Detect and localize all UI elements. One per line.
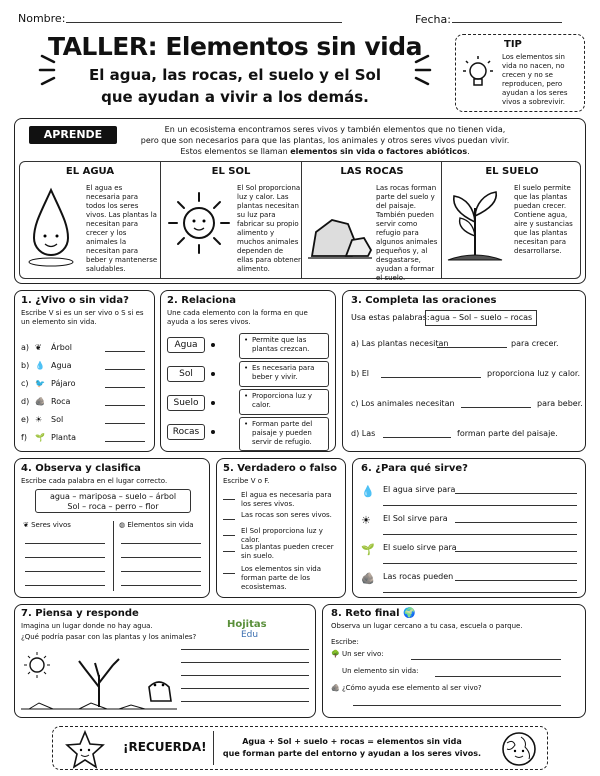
s1-item <box>21 343 151 357</box>
s2-dot[interactable] <box>211 372 215 376</box>
s2-title: 2. Relaciona <box>167 295 236 306</box>
s1-answer[interactable] <box>105 423 145 424</box>
seedling-icon <box>444 186 506 268</box>
rocks-icon <box>306 210 374 262</box>
card-suelo-title: EL SUELO <box>485 166 539 177</box>
section-8 <box>322 604 586 718</box>
recuerda-line-2: que forman parte del entorno y ayudan a los seres vivos. <box>222 749 482 758</box>
section-5 <box>216 458 346 598</box>
lightbulb-icon <box>460 53 496 93</box>
s1-item-letter: c) <box>21 379 29 388</box>
page-subtitle-1: El agua, las rocas, el suelo y el Sol <box>89 66 381 84</box>
s4-word-bank: agua – mariposa – suelo – árbol Sol – roca – perro – flor <box>35 489 191 513</box>
aprende-badge: APRENDE <box>29 126 117 144</box>
tip-title: TIP <box>504 39 522 50</box>
s1-answer[interactable] <box>105 441 145 442</box>
tree-icon: 🌳 <box>331 650 340 658</box>
s6-item-icon: 🌱 <box>361 543 375 556</box>
s3-instructions: Usa estas palabras: <box>351 313 430 322</box>
s3-sentence-end: forman parte del paisaje. <box>457 429 558 438</box>
s5-instructions: Escribe V o F. <box>223 477 270 485</box>
s8-item-2: Un elemento sin vida: <box>341 667 419 675</box>
recuerda-box <box>52 726 548 770</box>
logo-hojitas: Hojitas <box>227 619 267 630</box>
s6-item-label: Las rocas pueden <box>383 572 454 581</box>
s1-instructions: Escribe V si es un ser vivo o S si es un elemento sin vida. <box>21 309 144 326</box>
s7-answer-line[interactable] <box>181 701 309 702</box>
s6-title: 6. ¿Para qué sirve? <box>361 463 468 474</box>
s1-item <box>21 379 151 393</box>
s6-answer[interactable] <box>455 551 577 552</box>
s8-title: 8. Reto final 🌍 <box>331 608 416 619</box>
s3-title: 3. Completa las oraciones <box>351 295 497 306</box>
s3-sentence-end: para beber. <box>537 399 583 408</box>
s2-dot[interactable] <box>211 430 215 434</box>
s2-dot[interactable] <box>211 401 215 405</box>
s3-sentence-end: para crecer. <box>511 339 559 348</box>
sparkle-left-icon <box>38 50 68 90</box>
aprende-line-2: pero que son necesarios para que las plantas, los animales y otros seres vivos puedan vivir. <box>140 136 510 145</box>
s3-blank[interactable] <box>461 407 531 408</box>
s4-answer-living[interactable] <box>25 557 105 558</box>
section-2 <box>160 290 336 452</box>
card-rocas-title: LAS ROCAS <box>340 166 404 177</box>
s3-sentence-start: c) Los animales necesitan <box>351 399 455 408</box>
s4-answer-nonliving[interactable] <box>121 557 201 558</box>
s1-answer[interactable] <box>105 351 145 352</box>
s7-answer-line[interactable] <box>181 649 309 650</box>
s3-sentence-start: a) Las plantas necesitan <box>351 339 449 348</box>
s5-statement: El agua es necesaria para los seres vivos. <box>241 491 332 508</box>
s8-item-3: 🪨 ¿Cómo ayuda ese elemento al ser vivo? <box>331 684 482 692</box>
s2-left-item[interactable]: Sol <box>167 366 205 382</box>
s6-answer-extra[interactable] <box>383 592 577 593</box>
s5-answer[interactable] <box>223 551 235 552</box>
tip-text: Los elementos sin vida no nacen, no crecen y no se reproducen, pero ayudan a los seres vivos a sobrevivir. <box>502 53 568 106</box>
s4-col-seres-vivos: ❦ Seres vivos <box>23 521 71 529</box>
s2-left-item[interactable]: Suelo <box>167 395 205 411</box>
s8-answer-2[interactable] <box>435 676 561 677</box>
s5-statement: El Sol proporciona luz y calor. <box>241 527 323 544</box>
s6-item-label: El Sol sirve para <box>383 514 448 523</box>
s4-answer-nonliving[interactable] <box>121 585 201 586</box>
globe-icon: 🌍 <box>403 608 416 619</box>
s7-title: 7. Piensa y responde <box>21 608 139 619</box>
star-icon <box>65 729 105 769</box>
date-field[interactable] <box>452 22 562 23</box>
s2-right-item[interactable]: • Proporciona luz y calor. <box>239 389 329 415</box>
s5-statement: Los elementos sin vida forman parte de los ecosistemas. <box>241 565 322 591</box>
s1-item-letter: e) <box>21 415 30 424</box>
s8-item-1: 🌳 Un ser vivo: <box>331 650 384 658</box>
s1-item <box>21 415 151 429</box>
s6-answer[interactable] <box>455 522 577 523</box>
s3-sentence-end: proporciona luz y calor. <box>487 369 581 378</box>
s1-item <box>21 397 151 411</box>
s6-answer-extra[interactable] <box>383 505 577 506</box>
cards-row <box>19 161 581 282</box>
s1-item-label: Sol <box>51 415 64 424</box>
sun-icon <box>166 190 232 256</box>
s7-answer-line[interactable] <box>181 675 309 676</box>
s3-blank[interactable] <box>381 377 481 378</box>
s6-item-icon: 🪨 <box>361 572 375 585</box>
s3-blank[interactable] <box>383 437 451 438</box>
s7-line-1: Imagina un lugar donde no hay agua. <box>21 622 153 630</box>
rock-small-icon: 🪨 <box>331 684 340 692</box>
s1-item-label: Árbol <box>51 343 72 352</box>
s8-answer-3[interactable] <box>353 705 561 706</box>
s2-right-item[interactable]: • Permite que las plantas crezcan. <box>239 333 329 359</box>
s1-item-letter: d) <box>21 397 30 406</box>
section-7 <box>14 604 316 718</box>
s1-item-letter: a) <box>21 343 30 352</box>
s1-item-icon: ❦ <box>35 343 42 352</box>
section-4 <box>14 458 210 598</box>
s1-item-letter: b) <box>21 361 30 370</box>
s7-answer-line[interactable] <box>181 688 309 689</box>
s7-line-2: ¿Qué podría pasar con las plantas y los animales? <box>21 633 197 641</box>
s5-answer[interactable] <box>223 573 235 574</box>
s6-item-icon: 💧 <box>361 485 375 498</box>
s2-left-item[interactable]: Agua <box>167 337 205 353</box>
s5-answer[interactable] <box>223 519 235 520</box>
aprende-section <box>14 118 586 284</box>
water-drop-icon <box>26 184 76 270</box>
dry-land-icon <box>19 647 179 715</box>
s8-instructions: Observa un lugar cercano a tu casa, escuela o parque. <box>331 622 523 630</box>
section-3 <box>342 290 586 452</box>
name-label: Nombre: <box>18 12 66 25</box>
page-subtitle-2: que ayudan a vivir a los demás. <box>101 88 369 106</box>
s4-title: 4. Observa y clasifica <box>21 463 141 474</box>
s1-item-icon: 🐦 <box>35 379 45 388</box>
s6-answer-extra[interactable] <box>383 563 577 564</box>
s5-statement: Las plantas pueden crecer sin suelo. <box>241 543 334 560</box>
earth-icon <box>499 729 539 769</box>
aprende-line-3: Estos elementos se llaman elementos sin vida o factores abióticos. <box>180 147 470 156</box>
s6-answer[interactable] <box>455 580 577 581</box>
s1-item-label: Planta <box>51 433 77 442</box>
s1-item-icon: 💧 <box>35 361 45 370</box>
s4-answer-living[interactable] <box>25 571 105 572</box>
s8-answer-1[interactable] <box>411 659 561 660</box>
s5-statement: Las rocas son seres vivos. <box>241 511 332 519</box>
card-rocas-text: Las rocas forman parte del suelo y del paisaje. También pueden servir como refugio para algunos animales pequeños y, al desgastarse, ayudan a formar el suelo. <box>376 184 438 282</box>
s1-answer[interactable] <box>105 405 145 406</box>
s2-right-item[interactable]: • Es necesaria para beber y vivir. <box>239 361 329 387</box>
s1-item <box>21 361 151 375</box>
s1-answer[interactable] <box>105 387 145 388</box>
s4-answer-living[interactable] <box>25 543 105 544</box>
s1-item-label: Agua <box>51 361 72 370</box>
s1-item-icon: 🪨 <box>35 397 45 406</box>
s3-sentence-start: b) El <box>351 369 370 378</box>
section-6 <box>352 458 586 598</box>
recuerda-line-1: Agua + Sol + suelo + rocas = elementos sin vida <box>242 737 462 746</box>
name-field[interactable] <box>66 22 342 23</box>
date-label: Fecha: <box>415 13 451 26</box>
s5-title: 5. Verdadero o falso <box>223 463 337 474</box>
s2-left-item[interactable]: Rocas <box>167 424 205 440</box>
aprende-line-1: En un ecosistema encontramos seres vivos y también elementos que no tienen vida, <box>164 125 506 134</box>
s4-answer-nonliving[interactable] <box>121 571 201 572</box>
logo-edu: Edu <box>241 630 259 640</box>
s8-write-label: Escribe: <box>331 638 359 646</box>
tip-box <box>455 34 585 112</box>
s2-instructions: Une cada elemento con la forma en que ayuda a los seres vivos. <box>167 309 308 326</box>
s3-blank[interactable] <box>437 347 507 348</box>
s5-answer[interactable] <box>223 535 235 536</box>
card-agua-text: El agua es necesaria para todos los seres vivos. Las plantas la necesitan para crecer y los animales la necesitan para beber y mantenerse saludables. <box>86 184 158 273</box>
recuerda-badge: ¡RECUERDA! <box>123 740 207 754</box>
s6-item-icon: ☀ <box>361 514 371 527</box>
s1-item <box>21 433 151 447</box>
card-sol-text: El Sol proporciona luz y calor. Las plantas necesitan su luz para fabricar su propio alimento y muchos animales dependen de ellas para obtener alimento. <box>237 184 301 273</box>
s4-col-sin-vida: ◍ Elementos sin vida <box>119 521 194 529</box>
s1-title: 1. ¿Vivo o sin vida? <box>21 295 129 306</box>
card-agua-title: EL AGUA <box>65 166 115 177</box>
s4-answer-living[interactable] <box>25 585 105 586</box>
s1-item-letter: f) <box>21 433 27 442</box>
s1-answer[interactable] <box>105 369 145 370</box>
s5-answer[interactable] <box>223 499 235 500</box>
card-sol-title: EL SOL <box>211 166 251 177</box>
s1-item-label: Pájaro <box>51 379 76 388</box>
s3-word-bank: agua – Sol – suelo – rocas <box>425 310 537 326</box>
s1-item-label: Roca <box>51 397 71 406</box>
s4-instructions: Escribe cada palabra en el lugar correcto. <box>21 477 168 485</box>
page-title: TALLER: Elementos sin vida <box>47 32 423 61</box>
sparkle-right-icon <box>402 50 432 90</box>
s1-item-icon: ☀ <box>35 415 43 424</box>
s2-right-item[interactable]: • Forman parte del paisaje y pueden servir de refugio. <box>239 417 329 451</box>
s6-answer-extra[interactable] <box>383 534 577 535</box>
s6-item-label: El suelo sirve para <box>383 543 457 552</box>
s6-answer[interactable] <box>455 493 577 494</box>
s7-answer-line[interactable] <box>181 662 309 663</box>
s2-dot[interactable] <box>211 343 215 347</box>
card-suelo-text: El suelo permite que las plantas puedan crecer. Contiene agua, aire y sustancias que las plantas necesitan para desarrollarse. <box>514 184 573 255</box>
s4-answer-nonliving[interactable] <box>121 543 201 544</box>
s3-sentence-start: d) Las <box>351 429 376 438</box>
s6-item-label: El agua sirve para <box>383 485 456 494</box>
s1-item-icon: 🌱 <box>35 433 45 442</box>
section-1 <box>14 290 155 452</box>
